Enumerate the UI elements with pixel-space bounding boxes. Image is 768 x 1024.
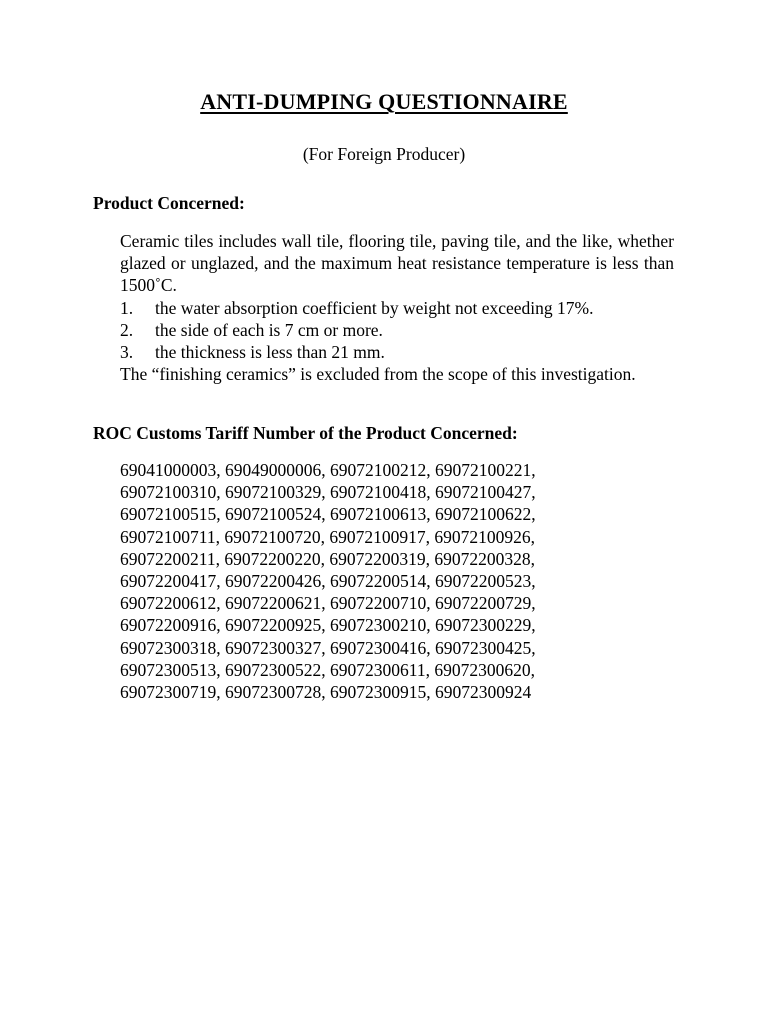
criteria-item	[120, 297, 674, 319]
tariff-code-line: 69072100711, 69072100720, 69072100917, 69072100926,	[120, 526, 535, 547]
product-intro: Ceramic tiles includes wall tile, flooring tile, paving tile, and the like, whether glazed or unglazed, and the maximum heat resistance temperature is less than 1500˚C.	[120, 231, 674, 296]
tariff-code-line: 69072200916, 69072200925, 69072300210, 69072300229,	[120, 615, 536, 636]
product-concerned-heading: Product Concerned:	[93, 193, 245, 213]
tariff-code-list	[120, 459, 674, 703]
criteria-number: 2.	[120, 319, 134, 340]
criteria-number: 3.	[120, 342, 134, 363]
tariff-code-line: 69072200211, 69072200220, 69072200319, 69072200328,	[120, 548, 535, 569]
tariff-code-line: 69072300513, 69072300522, 69072300611, 69072300620,	[120, 659, 535, 680]
tariff-code-line: 69072300318, 69072300327, 69072300416, 69072300425,	[120, 637, 536, 658]
tariff-code-line: 69072100310, 69072100329, 69072100418, 69072100427,	[120, 482, 536, 503]
criteria-item	[120, 319, 674, 341]
tariff-number-heading: ROC Customs Tariff Number of the Product Concerned:	[93, 423, 518, 443]
criteria-text: the thickness is less than 21 mm.	[155, 342, 385, 363]
tariff-code-line: 69041000003, 69049000006, 69072100212, 69072100221,	[120, 460, 536, 480]
document-title: ANTI-DUMPING QUESTIONNAIRE	[200, 89, 568, 114]
tariff-code-line: 69072300719, 69072300728, 69072300915, 69072300924	[120, 682, 532, 703]
tariff-code-line: 69072100515, 69072100524, 69072100613, 69072100622,	[120, 504, 536, 525]
tariff-code-line: 69072200417, 69072200426, 69072200514, 69072200523,	[120, 571, 536, 592]
criteria-text: the water absorption coefficient by weight not exceeding 17%.	[155, 297, 594, 318]
tariff-code-line: 69072200612, 69072200621, 69072200710, 69072200729,	[120, 593, 536, 614]
product-criteria-list	[120, 297, 674, 364]
document-subtitle: (For Foreign Producer)	[302, 144, 466, 164]
product-description	[120, 230, 674, 385]
criteria-item	[120, 341, 674, 363]
product-exclusion-note: The “finishing ceramics” is excluded from the scope of this investigation.	[120, 364, 636, 385]
criteria-number: 1.	[120, 297, 134, 318]
criteria-text: the side of each is 7 cm or more.	[155, 319, 383, 340]
